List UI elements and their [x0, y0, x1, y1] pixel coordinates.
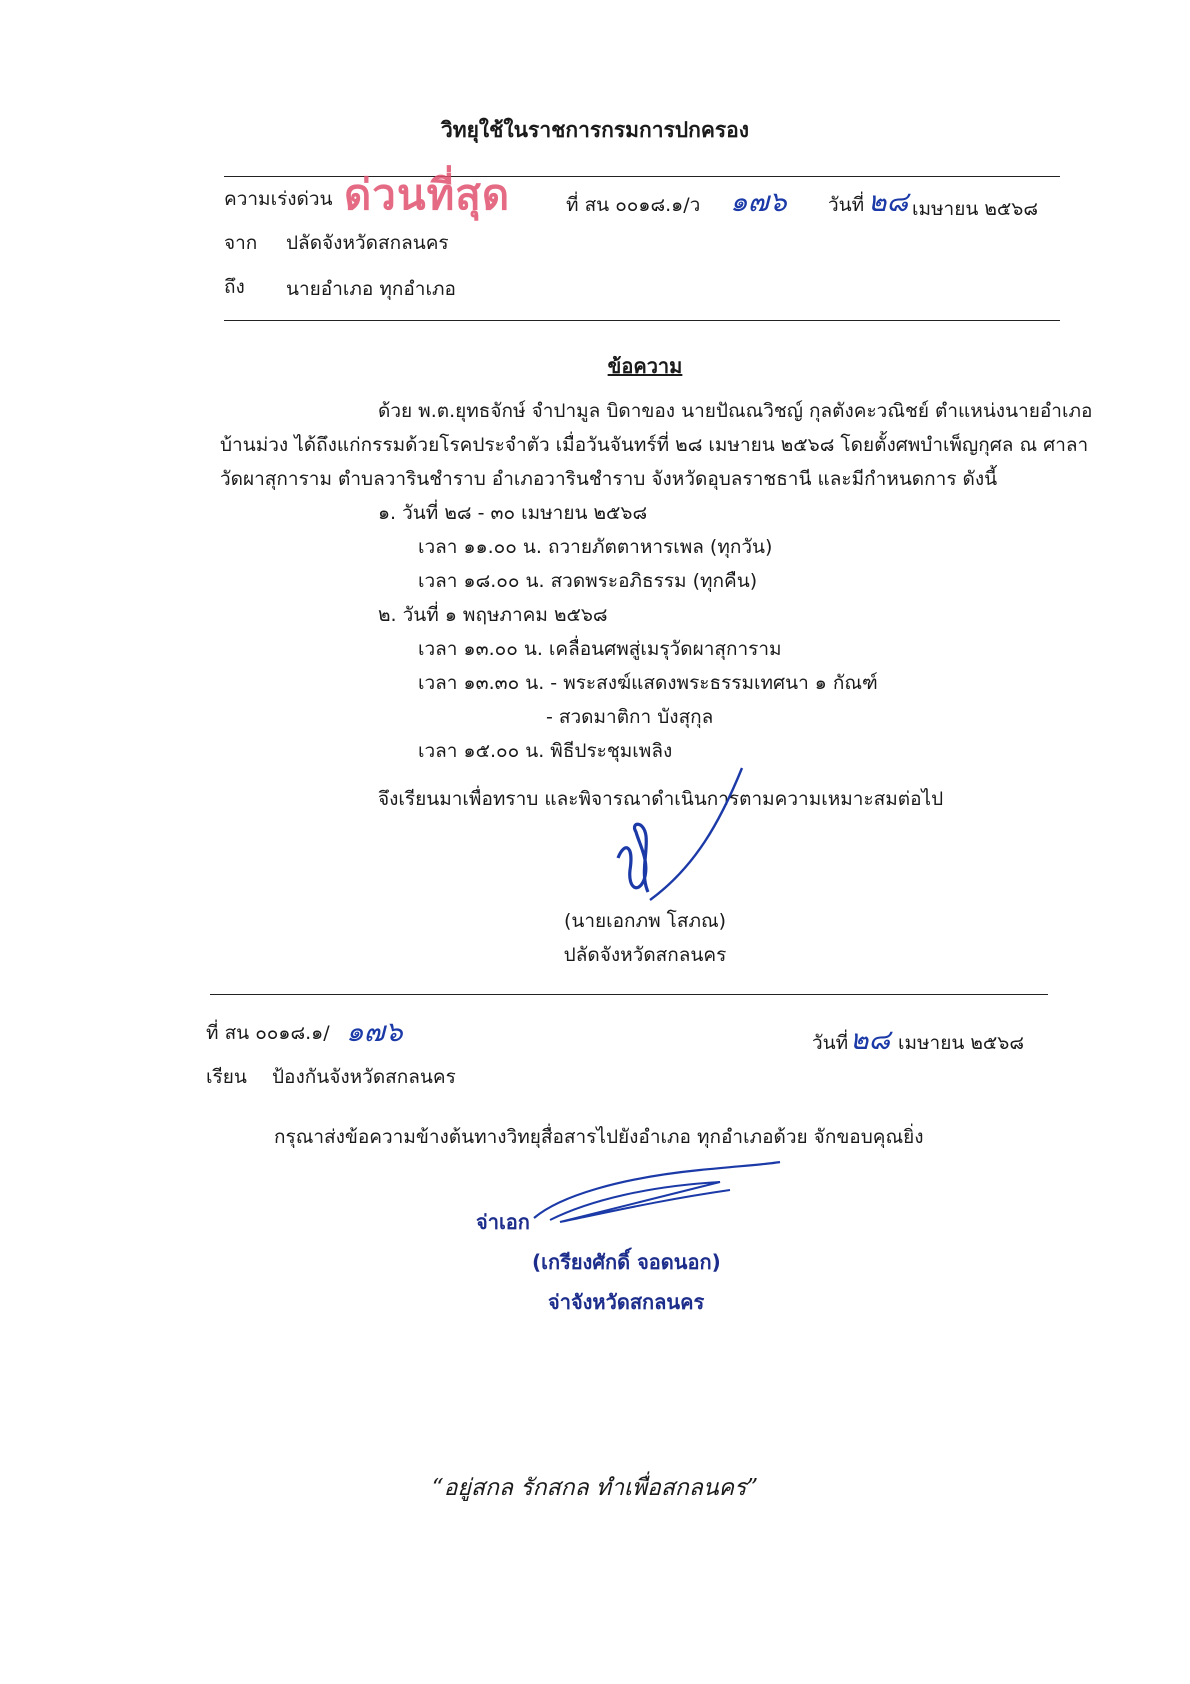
forward-signer-position: จ่าจังหวัดสกลนคร [548, 1290, 705, 1314]
forward-doc-number: ที่ สน ๐๐๑๘.๑/ [206, 1022, 330, 1044]
header-bottom-rule [224, 320, 1060, 321]
paragraph-line-2: บ้านม่วง ได้ถึงแก่กรรมด้วยโรคประจำตัว เมื่อวันจันทร์ที่ ๒๘ เมษายน ๒๕๖๘ โดยตั้งศพบำเพ็ญกุศล ณ ศาลา [220, 434, 1089, 456]
urgency-label: ความเร่งด่วน [224, 188, 333, 210]
schedule-day-1: ๑. วันที่ ๒๘ - ๓๐ เมษายน ๒๕๖๘ [378, 502, 648, 524]
page-title: วิทยุใช้ในราชการกรมการปกครอง [440, 118, 750, 142]
signature-1 [600, 762, 760, 912]
to-value: นายอำเภอ ทุกอำเภอ [286, 278, 456, 300]
schedule-item: เวลา ๑๕.๐๐ น. พิธีประชุมเพลิง [418, 740, 673, 762]
signer-name: (นายเอกภพ โสภณ) [563, 910, 727, 932]
closing-text: จึงเรียนมาเพื่อทราบ และพิจารณาดำเนินการตามความเหมาะสมต่อไป [378, 788, 944, 810]
forward-body: กรุณาส่งข้อความข้างต้นทางวิทยุสื่อสารไปยังอำเภอ ทุกอำเภอด้วย จักขอบคุณยิ่ง [274, 1126, 924, 1148]
doc-number-handwritten: ๑๗๖ [730, 185, 787, 218]
forward-date-prefix: วันที่ [812, 1032, 849, 1054]
forward-signer-name: (เกรียงศักดิ์ จอดนอก) [532, 1250, 721, 1274]
forward-date-day-handwritten: ๒๘ [850, 1023, 891, 1056]
forward-rank: จ่าเอก [476, 1210, 530, 1234]
forward-to-value: ป้องกันจังหวัดสกลนคร [272, 1066, 456, 1088]
schedule-item: - สวดมาติกา บังสุกุล [546, 706, 714, 728]
signer-position: ปลัดจังหวัดสกลนคร [563, 944, 727, 966]
date-day-handwritten: ๒๘ [868, 185, 909, 218]
divider-rule [210, 994, 1048, 995]
paragraph-line-1: ด้วย พ.ต.ยุทธจักษ์ จำปามูล บิดาของ นายปัณณวิชญ์ กุลตังคะวณิชย์ ตำแหน่งนายอำเภอ [378, 400, 1093, 422]
paragraph-line-3: วัดผาสุการาม ตำบลวารินชำราบ อำเภอวารินชำราบ จังหวัดอุบลราชธานี และมีกำหนดการ ดังนี้ [220, 468, 998, 490]
forward-to-label: เรียน [206, 1066, 247, 1088]
to-label: ถึง [224, 276, 245, 298]
date-prefix: วันที่ [828, 194, 865, 216]
message-subject: ข้อความ [607, 354, 683, 378]
date-month-year: เมษายน ๒๕๖๘ [912, 198, 1038, 220]
from-label: จาก [224, 232, 258, 254]
schedule-day-2: ๒. วันที่ ๑ พฤษภาคม ๒๕๖๘ [378, 604, 608, 626]
schedule-item: เวลา ๑๘.๐๐ น. สวดพระอภิธรรม (ทุกคืน) [418, 570, 758, 592]
schedule-item: เวลา ๑๓.๐๐ น. เคลื่อนศพสู่เมรุวัดผาสุการาม [418, 638, 782, 660]
doc-number: ที่ สน ๐๐๑๘.๑/ว [566, 194, 701, 216]
from-value: ปลัดจังหวัดสกลนคร [286, 232, 449, 254]
forward-date-month-year: เมษายน ๒๕๖๘ [898, 1032, 1024, 1054]
footer-motto: “อยู่สกล รักสกล ทำเพื่อสกลนคร” [431, 1475, 759, 1501]
signature-2 [530, 1160, 790, 1240]
schedule-item: เวลา ๑๓.๓๐ น. - พระสงฆ์แสดงพระธรรมเทศนา ๑ กัณฑ์ [418, 672, 878, 694]
urgency-stamp: ด่วนที่สุด [344, 170, 511, 219]
forward-doc-number-handwritten: ๑๗๖ [346, 1015, 403, 1048]
schedule-item: เวลา ๑๑.๐๐ น. ถวายภัตตาหารเพล (ทุกวัน) [418, 536, 773, 558]
